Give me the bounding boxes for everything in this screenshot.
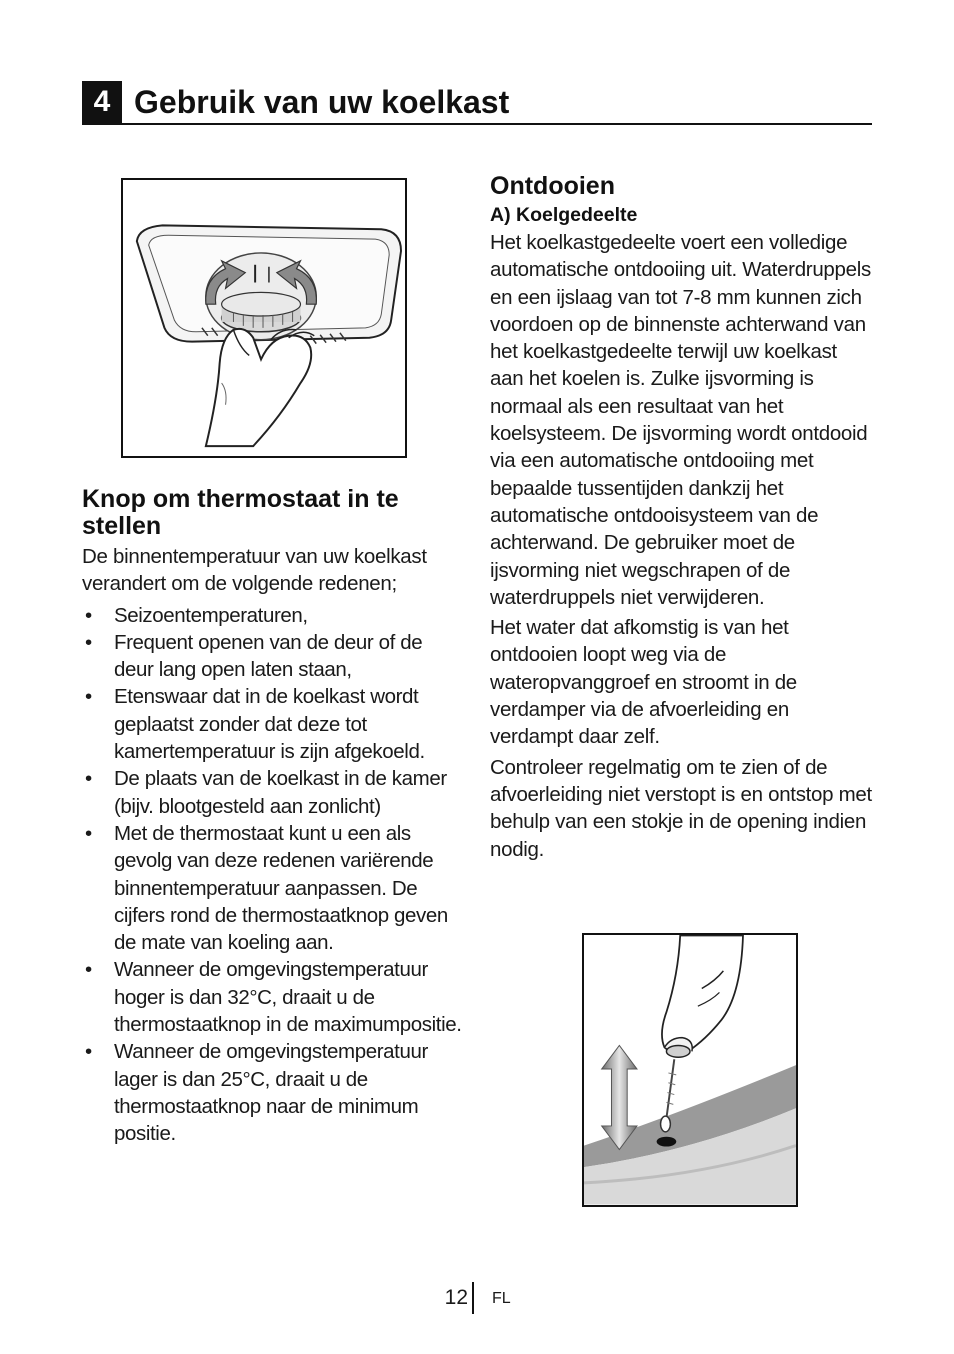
chapter-header xyxy=(82,81,872,125)
defrost-subheading: A) Koelgedeelte xyxy=(490,204,638,226)
footer-divider xyxy=(472,1282,474,1314)
language-code: FL xyxy=(492,1290,511,1307)
list-item xyxy=(82,1038,466,1147)
bullet-icon: • xyxy=(85,685,92,709)
list-item xyxy=(82,602,466,629)
thermostat-knob-drawing xyxy=(123,180,405,456)
page-number: 12 xyxy=(444,1286,468,1309)
defrost-section xyxy=(490,171,874,863)
list-item xyxy=(82,765,466,820)
bullet-icon: • xyxy=(85,767,92,791)
drain-cleaning-drawing xyxy=(584,935,796,1205)
bullet-icon: • xyxy=(85,958,92,982)
bullet-icon: • xyxy=(85,821,92,845)
list-item xyxy=(82,820,466,956)
list-item-text: De plaats van de koelkast in de kamer (bijv. blootgesteld aan zonlicht) xyxy=(114,767,447,818)
list-item xyxy=(82,683,466,765)
bullet-icon: • xyxy=(85,1040,92,1064)
thermostat-knob-illustration xyxy=(121,178,407,458)
drain-cleaning-illustration xyxy=(582,933,798,1207)
page-footer xyxy=(430,1282,530,1316)
defrost-paragraph: Controleer regelmatig om te zien of de afvoerleiding niet verstopt is en ontstop met behulp van een stokje in de opening indien nodig. xyxy=(490,755,872,861)
bullet-icon: • xyxy=(85,630,92,654)
chapter-title: Gebruik van uw koelkast xyxy=(134,84,510,120)
list-item xyxy=(82,956,466,1038)
list-item-text: Seizoentemperaturen, xyxy=(114,603,308,627)
thermostat-intro: De binnentemperatuur van uw koelkast verandert om de volgende redenen; xyxy=(82,545,427,596)
thermostat-section xyxy=(82,486,466,1148)
list-item-text: Met de thermostaat kunt u een als gevolg van deze redenen variërende binnentemperatuur aanpassen. De cijfers rond de thermostaatknop geven de mate van koeling aan. xyxy=(114,821,448,955)
list-item xyxy=(82,629,466,684)
list-item-text: Frequent openen van de deur of de deur lang open laten staan, xyxy=(114,630,423,682)
reasons-list xyxy=(82,602,466,1148)
defrost-heading: Ontdooien xyxy=(490,172,615,200)
list-item-text: Etenswaar dat in de koelkast wordt geplaatst zonder dat deze tot kamertemperatuur is zijn afgekoeld. xyxy=(114,685,425,764)
defrost-paragraph: Het koelkastgedeelte voert een volledige automatische ontdooiing uit. Waterdruppels en een ijslaag van tot 7-8 mm kunnen zich voordoen op de binnenste achterwand van het koelkastgedeelte terwijl uw koelkast aan het koelen is. Zulke ijsvorming is normaal als een resultaat van het koelsysteem. De ijsvorming wordt ontdooid via een automatische ontdooiing met bepaalde tussentijden dankzij het automatische ontdooisysteem van de achterwand. De gebruiker moet de ijsvorming niet wegschrapen of de waterdruppels niet verwijderen. xyxy=(490,231,871,609)
list-item-text: Wanneer de omgevingstemperatuur lager is dan 25°C, draait u de thermostaatknop naar de minimum positie. xyxy=(114,1040,428,1146)
bullet-icon: • xyxy=(85,603,92,627)
thermostat-heading: Knop om thermostaat in te stellen xyxy=(82,485,399,540)
chapter-number: 4 xyxy=(82,81,122,123)
defrost-paragraph: Het water dat afkomstig is van het ontdooien loopt weg via de wateropvanggroef en stroomt in de verdamper via de afvoerleiding en verdampt daar zelf. xyxy=(490,616,797,749)
list-item-text: Wanneer de omgevingstemperatuur hoger is dan 32°C, draait u de thermostaatknop in de maximumpositie. xyxy=(114,958,462,1037)
